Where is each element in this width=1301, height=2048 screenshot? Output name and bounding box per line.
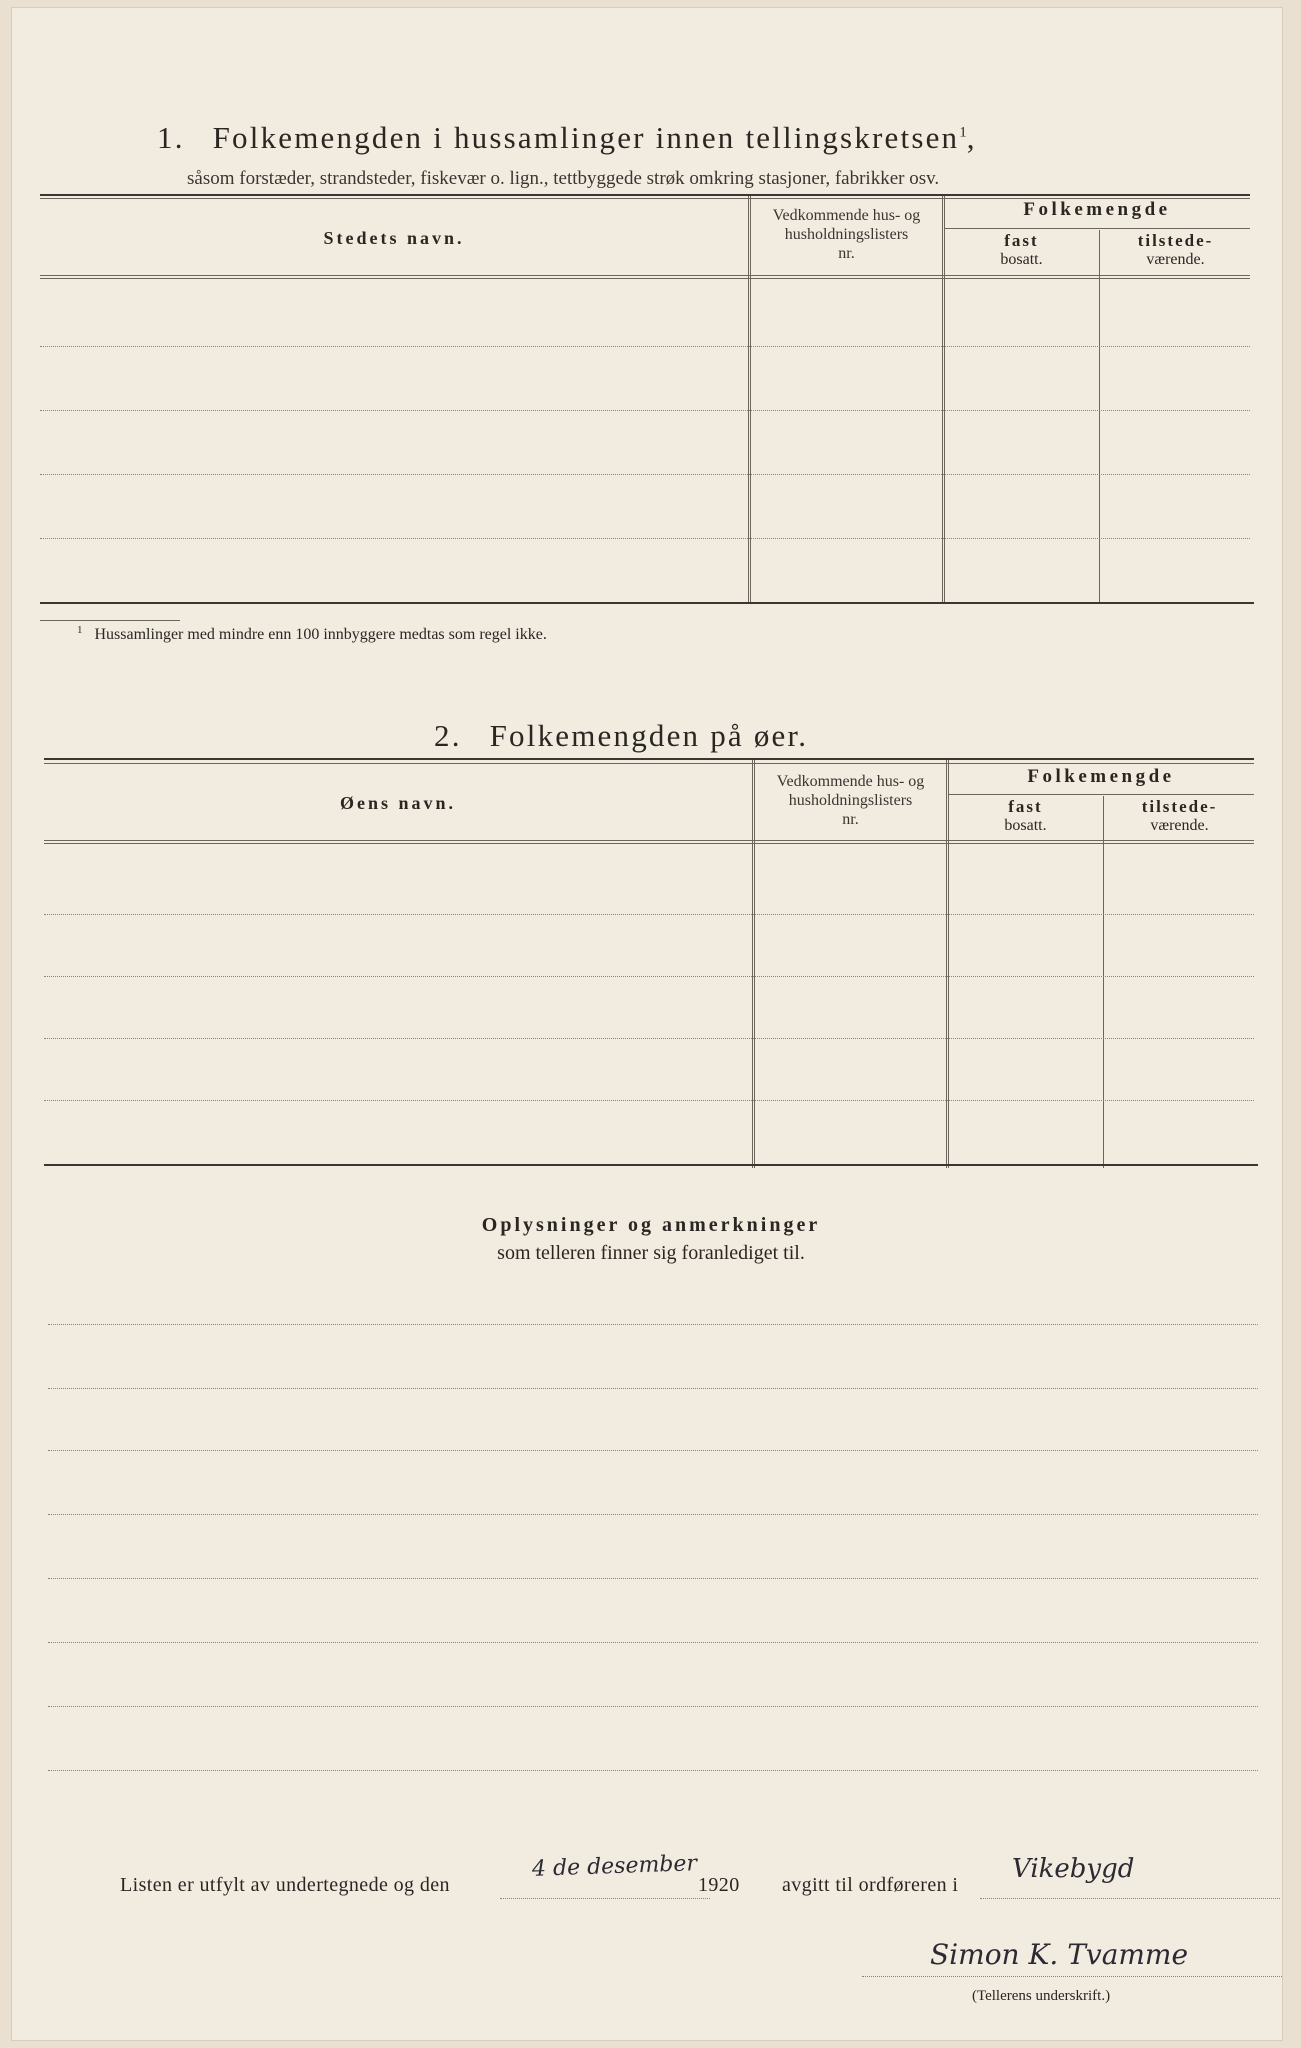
section2-title: Folkemengden på øer. xyxy=(489,718,809,753)
table1-row-line xyxy=(40,474,1250,475)
signature-caption: (Tellerens underskrift.) xyxy=(972,1988,1111,2004)
section3-title: Oplysninger og anmerkninger xyxy=(481,1214,821,1236)
table2-row-line xyxy=(44,1038,1254,1039)
table2-row-line xyxy=(44,914,1254,915)
section3-subtitle: som telleren finner sig foranlediget til. xyxy=(497,1242,805,1264)
section1-footnote-mark: 1 xyxy=(959,124,967,141)
year-text: 1920 xyxy=(698,1874,740,1896)
table1-divider-tilstede xyxy=(1099,230,1100,602)
remarks-line xyxy=(48,1450,1258,1451)
table1-row-line xyxy=(40,346,1250,347)
section2-heading xyxy=(434,718,808,754)
table2-group-rule xyxy=(948,794,1254,795)
signature-handwritten: Simon K. Tvamme xyxy=(930,1938,1189,1971)
remarks-line xyxy=(48,1578,1258,1579)
table2-col-fast: fast bosatt. xyxy=(1004,797,1047,834)
table2-col-list: Vedkommende hus- og husholdningslisters nr. xyxy=(776,773,925,828)
table2-col-name: Øens navn. xyxy=(339,793,457,813)
table2-row-line xyxy=(44,976,1254,977)
table1-col-tilstede: tilstede- værende. xyxy=(1137,231,1214,268)
table2-col-folkemengde: Folkemengde xyxy=(1027,766,1175,787)
signature-dotted-line xyxy=(862,1976,1282,1977)
footnote-separator xyxy=(40,620,180,621)
table2-bottom-rule xyxy=(44,1164,1258,1166)
section1-subtitle: såsom forstæder, strandsteder, fiskevær o. lign., tettbyggede strøk omkring stasjoner, fabrikker osv. xyxy=(187,168,940,189)
section1-title: Folkemengden i hussamlinger innen tellingskretsen xyxy=(212,120,960,155)
table1-row-line xyxy=(40,538,1250,539)
table1-header-rule xyxy=(40,275,1250,276)
table2-top-rule-inner xyxy=(44,763,1254,764)
remarks-line xyxy=(48,1324,1258,1325)
remarks-line xyxy=(48,1388,1258,1389)
table1-header-rule-2 xyxy=(40,278,1250,279)
place-handwritten: Vikebygd xyxy=(1012,1854,1135,1884)
table2-col-tilstede: tilstede- værende. xyxy=(1141,797,1218,834)
date-handwritten: 4 de desember xyxy=(531,1851,698,1882)
table1-top-rule xyxy=(40,194,1250,196)
date-dotted-line xyxy=(500,1898,710,1899)
remarks-line xyxy=(48,1770,1258,1771)
table1-col-name: Stedets navn. xyxy=(323,228,465,248)
section2-number: 2. xyxy=(434,718,462,753)
table2-header-rule xyxy=(44,840,1254,841)
remarks-line xyxy=(48,1642,1258,1643)
remarks-line xyxy=(48,1706,1258,1707)
table1-col-fast: fast bosatt. xyxy=(1000,231,1043,268)
table1-bottom-rule xyxy=(40,602,1254,604)
section1-heading: 1. Folkemengden i hussamlinger innen tellingskretsen$^1$, xyxy=(157,120,977,155)
table2-row-line xyxy=(44,1100,1254,1101)
section1-number: 1. xyxy=(157,120,185,155)
table2-divider-tilstede xyxy=(1103,796,1104,1168)
place-dotted-line xyxy=(980,1898,1280,1899)
table1-col-folkemengde: Folkemengde xyxy=(1023,199,1171,220)
table1-col-list: Vedkommende hus- og husholdningslisters nr. xyxy=(772,207,921,262)
table1-row-line xyxy=(40,410,1250,411)
section1-footnote: $^1$ Hussamlinger med mindre enn 100 innbyggere medtas som regel ikke. xyxy=(77,624,547,644)
census-form-page xyxy=(12,8,1282,2040)
table2-header-rule-2 xyxy=(44,843,1254,844)
table1-group-rule xyxy=(944,228,1250,229)
filled-by-text: Listen er utfylt av undertegnede og den xyxy=(120,1874,450,1896)
table2-top-rule xyxy=(44,758,1254,760)
delivered-to-text: avgitt til ordføreren i xyxy=(782,1874,959,1896)
remarks-line xyxy=(48,1514,1258,1515)
